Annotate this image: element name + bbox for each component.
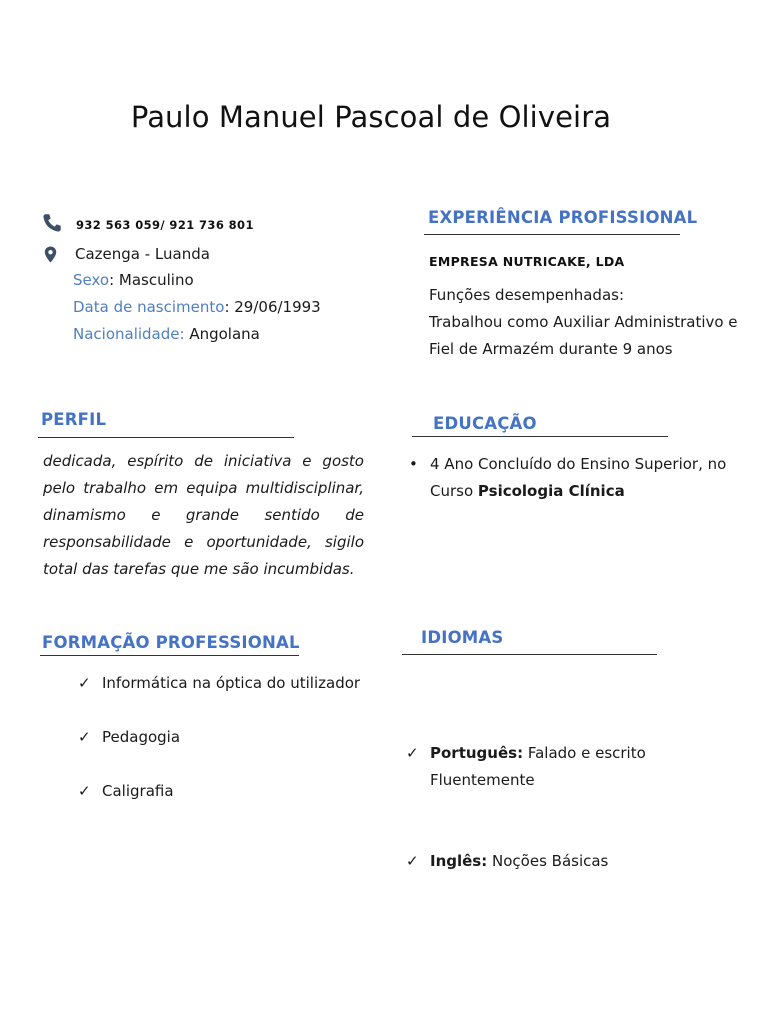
check-icon: ✓ bbox=[406, 744, 419, 762]
perfil-divider bbox=[38, 437, 294, 438]
perfil-heading: PERFIL bbox=[41, 410, 107, 429]
curso-prefix: Curso bbox=[430, 482, 478, 500]
curso-name: Psicologia Clínica bbox=[477, 482, 625, 500]
check-icon: ✓ bbox=[78, 674, 91, 692]
formacao-item-label: Pedagogia bbox=[102, 728, 181, 746]
nascimento-value: : 29/06/1993 bbox=[224, 298, 321, 316]
portugues-value: Falado e escrito bbox=[523, 744, 646, 762]
idiomas-divider bbox=[402, 654, 657, 655]
idiomas-heading: IDIOMAS bbox=[421, 628, 504, 647]
check-icon: ✓ bbox=[78, 782, 91, 800]
experiencia-divider bbox=[424, 234, 680, 235]
nascimento-label: Data de nascimento bbox=[73, 298, 225, 316]
educacao-line-2 bbox=[430, 478, 625, 505]
funcoes-line-2: Fiel de Armazém durante 9 anos bbox=[429, 340, 673, 358]
formacao-item-label: Informática na óptica do utilizador bbox=[102, 674, 361, 692]
portugues-label: Português: bbox=[430, 744, 524, 762]
nacionalidade-value: Angolana bbox=[184, 325, 260, 343]
experiencia-heading: EXPERIÊNCIA PROFISSIONAL bbox=[428, 208, 698, 227]
sexo-value: : Masculino bbox=[109, 271, 194, 289]
sexo-row bbox=[73, 267, 194, 294]
sexo-label: Sexo bbox=[73, 271, 110, 289]
ingles-label: Inglês: bbox=[430, 852, 488, 870]
location: Cazenga - Luanda bbox=[75, 245, 210, 263]
formacao-heading: FORMAÇÃO PROFESSIONAL bbox=[42, 633, 300, 652]
nacionalidade-label: Nacionalidade: bbox=[73, 325, 185, 343]
formacao-item-label: Caligrafia bbox=[102, 782, 174, 800]
nacionalidade-row bbox=[73, 321, 260, 348]
idioma-ingles bbox=[406, 848, 768, 875]
educacao-bullet: • bbox=[409, 455, 418, 473]
educacao-line-1: 4 Ano Concluído do Ensino Superior, no bbox=[430, 455, 727, 473]
location-icon bbox=[44, 246, 57, 263]
funcoes-line-1: Trabalhou como Auxiliar Administrativo e bbox=[429, 313, 738, 331]
phone-number: 932 563 059/ 921 736 801 bbox=[76, 218, 254, 232]
portugues-value-cont: Fluentemente bbox=[430, 771, 535, 789]
educacao-divider bbox=[412, 436, 668, 437]
idioma-portugues bbox=[406, 740, 730, 794]
nascimento-row bbox=[73, 294, 321, 321]
check-icon: ✓ bbox=[406, 852, 419, 870]
formacao-item bbox=[78, 670, 768, 697]
ingles-value: Noções Básicas bbox=[487, 852, 609, 870]
check-icon: ✓ bbox=[78, 728, 91, 746]
company-name: EMPRESA NUTRICAKE, LDA bbox=[429, 254, 625, 269]
perfil-text: dedicada, espírito de iniciativa e gosto pelo trabalho em equipa multidisciplinar, dinamismo e grande sentido de responsabilidade e oportunidade, sigilo total das tarefas que me são incumbidas. bbox=[43, 452, 364, 578]
educacao-heading: EDUCAÇÃO bbox=[433, 414, 537, 433]
funcoes-label: Funções desempenhadas: bbox=[429, 286, 624, 304]
candidate-name: Paulo Manuel Pascoal de Oliveira bbox=[130, 100, 612, 134]
phone-icon bbox=[41, 212, 63, 234]
formacao-divider bbox=[40, 655, 299, 656]
